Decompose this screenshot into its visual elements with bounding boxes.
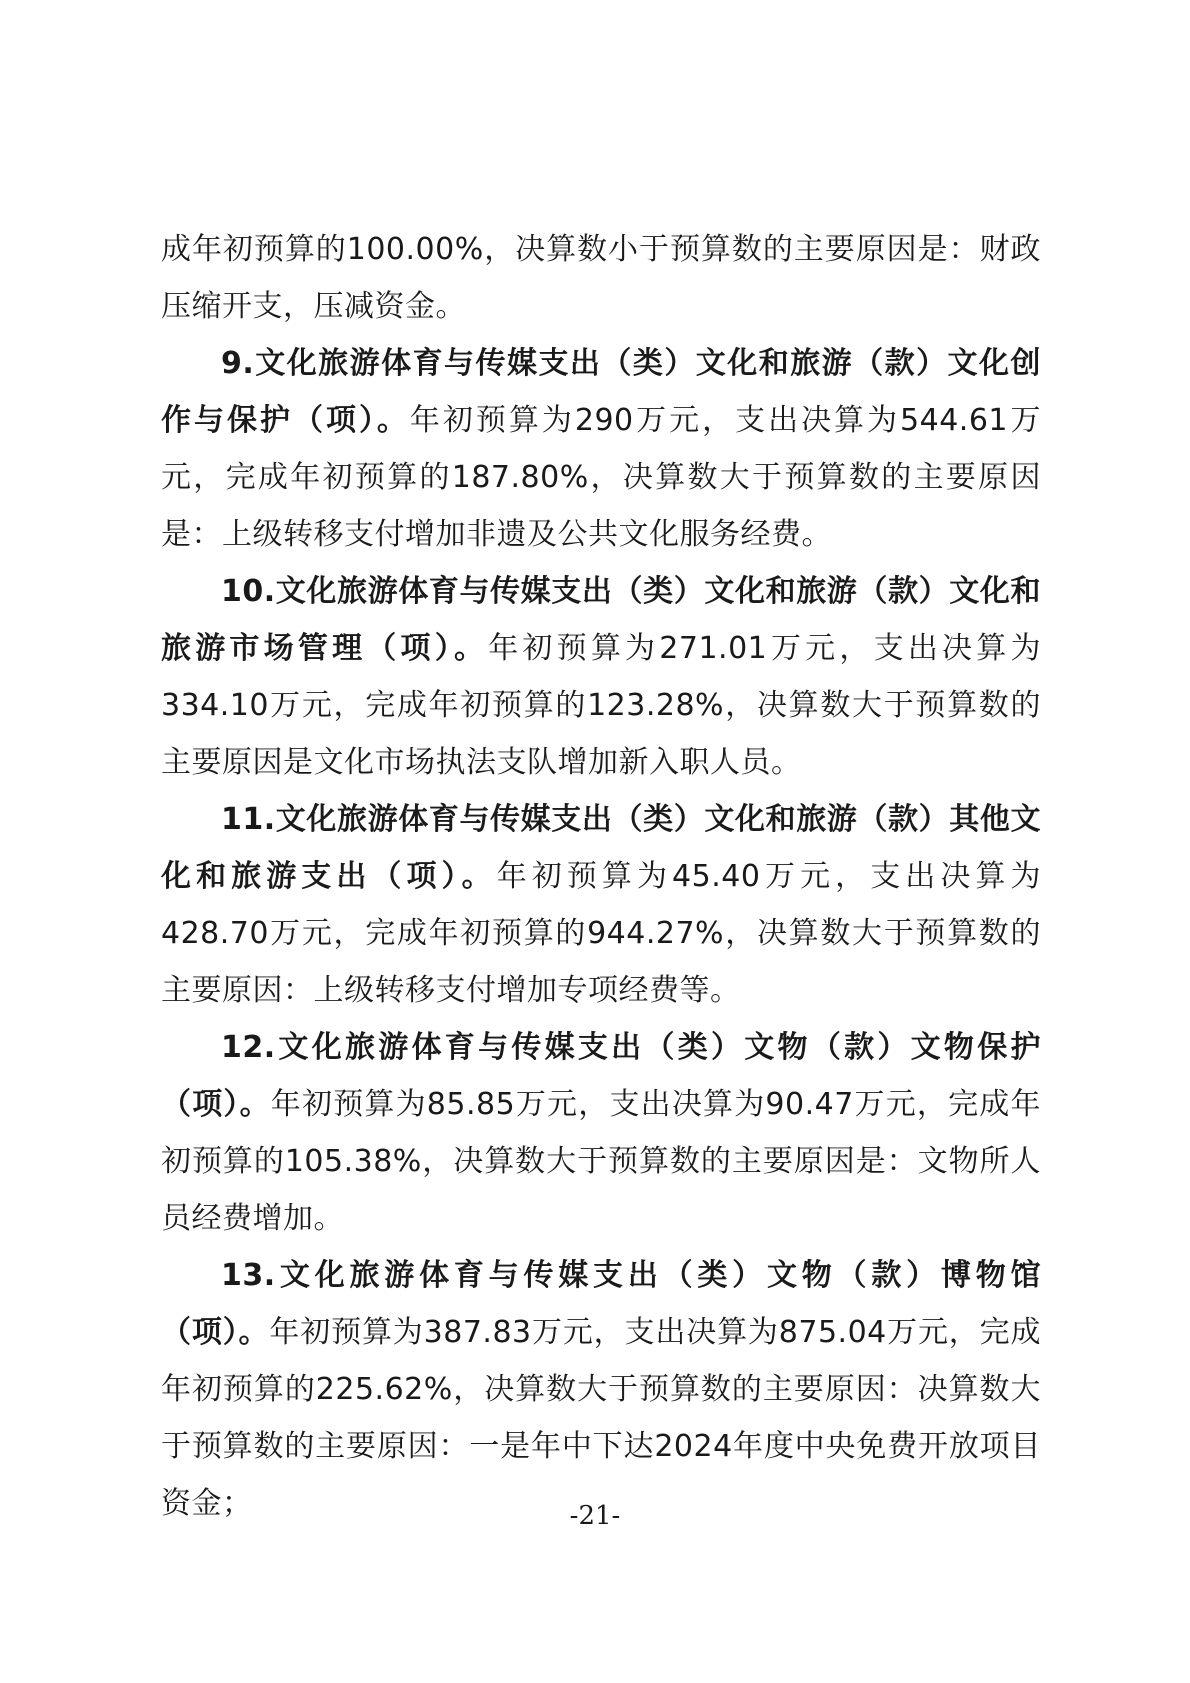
page-number: -21-	[569, 1501, 621, 1531]
page-body	[161, 221, 1041, 1532]
paragraph-item-10	[161, 563, 1041, 791]
paragraph-text: 成年初预算的100.00%，决算数小于预算数的主要原因是：财政压缩开支，压减资金。	[161, 232, 1041, 324]
paragraph-text: 年初预算为387.83万元，支出决算为875.04万元，完成年初预算的225.62%，决算数大于预算数的主要原因：决算数大于预算数的主要原因：一是年中下达2024年度中央免费开放项目资金；	[161, 1315, 1041, 1521]
paragraph-text: 年初预算为271.01万元，支出决算为334.10万元，完成年初预算的123.28%，决算数大于预算数的主要原因是文化市场执法支队增加新入职人员。	[161, 631, 1041, 780]
paragraph-heading: 12.文化旅游体育与传媒支出（类）文物（款）文物保护（项）。	[161, 1030, 1041, 1122]
paragraph-item-11	[161, 791, 1041, 1019]
paragraph-text: 年初预算为290万元，支出决算为544.61万元，完成年初预算的187.80%，决算数大于预算数的主要原因是：上级转移支付增加非遗及公共文化服务经费。	[161, 403, 1042, 552]
paragraph-item-9	[161, 335, 1041, 563]
paragraph-heading: 13.文化旅游体育与传媒支出（类）文物（款）博物馆（项）。	[161, 1258, 1041, 1350]
paragraph-heading: 11.文化旅游体育与传媒支出（类）文化和旅游（款）其他文化和旅游支出（项）。	[161, 802, 1041, 894]
paragraph-item-13	[161, 1247, 1041, 1532]
paragraph-continuation	[161, 221, 1041, 335]
paragraph-text: 年初预算为45.40万元，支出决算为428.70万元，完成年初预算的944.27%，决算数大于预算数的主要原因：上级转移支付增加专项经费等。	[161, 859, 1041, 1008]
paragraph-heading: 9.文化旅游体育与传媒支出（类）文化和旅游（款）文化创作与保护（项）。	[161, 346, 1041, 438]
paragraph-text: 年初预算为85.85万元，支出决算为90.47万元，完成年初预算的105.38%，决算数大于预算数的主要原因是：文物所人员经费增加。	[161, 1087, 1041, 1236]
paragraph-heading: 10.文化旅游体育与传媒支出（类）文化和旅游（款）文化和旅游市场管理（项）。	[161, 574, 1041, 666]
paragraph-item-12	[161, 1019, 1041, 1247]
